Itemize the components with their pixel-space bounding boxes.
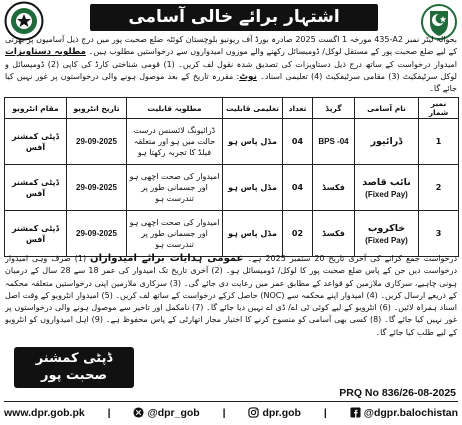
twitter-handle <box>133 407 199 419</box>
table-row <box>5 119 459 165</box>
footer-separator: | <box>222 406 226 419</box>
cell-qualification: ڈرائیونگ لائسنس درست حالت میں ہو اور متعلقہ فیلڈ کا تجربہ رکھتا ہو <box>127 119 223 165</box>
post-pay-note: (Fixed Pay) <box>365 189 408 199</box>
cell-post <box>355 119 419 165</box>
website-url: www.dpr.gob.pk <box>4 406 85 419</box>
cell-serial: 2 <box>419 165 459 211</box>
post-name: نائب قاصد <box>362 176 411 188</box>
post-name: خاکروب <box>367 222 406 234</box>
column-header-education: تعلیمی قابلیت <box>223 98 283 119</box>
cell-serial: 3 <box>419 211 459 257</box>
column-header-serial: نمبر شمار <box>419 98 459 119</box>
facebook-handle <box>350 407 458 419</box>
interview-date: 29-09-2025 <box>76 183 117 192</box>
column-header-interview-date: تاریخ انٹرویو <box>67 98 127 119</box>
instagram-handle <box>248 407 301 419</box>
grade-value: BPS -04 <box>318 137 349 146</box>
note-text: : مقررہ تاریخ کے بعد موصول ہونے والی درخواستوں پر غور نہیں کیا جائے گا۔ <box>5 71 457 94</box>
footer-separator: | <box>323 406 327 419</box>
footer-divider <box>4 401 458 402</box>
instagram-handle-text: dpr.gob <box>262 406 301 419</box>
cell-count: 02 <box>283 211 313 257</box>
cell-serial: 1 <box>419 119 459 165</box>
required-documents-heading: مطلوبہ دستاویزات <box>5 47 86 58</box>
table-header-row <box>5 98 459 119</box>
stamp-line-1: ڈپٹی کمشنر <box>35 351 113 366</box>
cell-qualification: امیدوار کی صحت اچھی ہو اور جسمانی طور پر تندرست ہو <box>127 165 223 211</box>
cell-grade: فکسڈ <box>313 211 355 257</box>
cell-education: مڈل پاس ہو <box>223 165 283 211</box>
x-icon <box>133 407 144 418</box>
column-header-count: تعداد <box>283 98 313 119</box>
note-label: نوٹ <box>239 71 257 82</box>
instructions-body: (1) صرف وہی امیدوار درخواست دیں جن کے پاس ضلع صحبت پور کا لوکل/ ڈومیسائل ہو۔ (2) آخری تاریخ تک امیدوار کی عمر 18 سے 28 سال کے درمیان ہونی چاہیے، سرکاری ملازمین کو قواعد کے مطابق عمر میں رعایت دی جائے گی۔ (3) سرکاری ملازمین اپنی درخواستیں متعلقہ محکمہ کے ذریعے ارسال کریں۔ (4) امیدوار اپنے محکمہ سے (NOC) حاصل کرکے درخواست کے ساتھ لف کریں۔ (5) امیدوار انٹرویو کے وقت اصل اسناد ہمراہ لائیں۔ (6) انٹرویو کے لیے کوئی ٹی اے/ ڈی اے نہیں دیا جائے گا۔ (7) نامکمل اور تاخیر سے موصول ہونے والی درخواستوں پر غور نہیں کیا جائے گا۔ (8) کسی بھی آسامی کو منسوخ کرنے کا اختیار مجاز اتھارٹی کے پاس محفوظ ہے۔ (9) اہل امیدواروں کو انٹرویو کے لیے طلب کیا جائے گا۔ <box>5 254 457 337</box>
instructions-heading: عمومی ہدایات برائے امیدواران <box>90 253 244 264</box>
cell-interview-place: ڈپٹی کمشنر آفس <box>5 211 67 257</box>
advertisement-title: اشتہار برائے خالی آسامی <box>90 4 378 31</box>
cell-grade <box>313 119 355 165</box>
deputy-commissioner-stamp <box>14 347 134 388</box>
interview-date: 29-09-2025 <box>76 229 117 238</box>
twitter-handle-text: @dpr_gob <box>147 406 200 419</box>
cell-interview-date <box>67 119 127 165</box>
cell-interview-place: ڈپٹی کمشنر آفس <box>5 165 67 211</box>
column-header-qualification: مطلوبہ قابلیت <box>127 98 223 119</box>
cell-education: مڈل پاس ہو <box>223 119 283 165</box>
cell-count: 04 <box>283 119 313 165</box>
cell-post <box>355 165 419 211</box>
cell-interview-date <box>67 165 127 211</box>
cell-interview-place: ڈپٹی کمشنر آفس <box>5 119 67 165</box>
interview-date: 29-09-2025 <box>76 137 117 146</box>
general-instructions <box>5 253 457 345</box>
post-name: ڈرائیور <box>370 136 403 147</box>
vacancies-table <box>4 97 459 257</box>
post-pay-note: (Fixed Pay) <box>365 235 408 245</box>
cell-interview-date <box>67 211 127 257</box>
intro-text: بحوالہ لیٹر نمبر ⁦435-A2⁩ مورخہ 1 اگست 2025 صادرہ بورڈ آف ریونیو بلوچستان کوئٹہ ضلع صحبت پور میں درج ذیل آسامیوں پر بھرتی کے لیے ضلع صحبت پور کے مستقل لوکل/ ڈومیسائل رکھنے والے موزوں امیدواروں سے درخواستیں مطلوب ہیں۔ <box>5 35 457 57</box>
footer-bar <box>4 404 458 421</box>
cell-post <box>355 211 419 257</box>
cell-count: 04 <box>283 165 313 211</box>
cell-qualification: امیدوار کی صحت اچھی ہو اور جسمانی طور پر تندرست ہو <box>127 211 223 257</box>
required-documents-text: امیدوار درخواست کے ساتھ درج ذیل دستاویزات کی تصدیق شدہ نقول لف کریں۔ (1) قومی شناختی کارڈ کی کاپی (2) ڈومیسائل و لوکل سرٹیفکیٹ (3) مقامی سرٹیفکیٹ (4) تعلیمی اسناد۔ <box>5 59 457 81</box>
facebook-handle-text: @dgpr.balochistan <box>363 406 458 419</box>
cell-education: مڈل پاس ہو <box>223 211 283 257</box>
intro-paragraph <box>5 34 457 96</box>
stamp-line-2: صحبت پور <box>40 368 108 383</box>
facebook-icon <box>350 407 361 418</box>
table-row <box>5 165 459 211</box>
column-header-post: نام آسامی <box>355 98 419 119</box>
instagram-icon <box>248 407 259 418</box>
cell-grade: فکسڈ <box>313 165 355 211</box>
last-date-text: درخواست جمع کرانے کی آخری تاریخ 20 ستمبر 2025 ہے۔ <box>247 254 457 263</box>
column-header-grade: گریڈ <box>313 98 355 119</box>
table-row <box>5 211 459 257</box>
prq-number: PRQ No 836/26-08-2025 <box>339 387 456 399</box>
column-header-interview-place: مقام انٹرویو <box>5 98 67 119</box>
footer-separator: | <box>107 406 111 419</box>
